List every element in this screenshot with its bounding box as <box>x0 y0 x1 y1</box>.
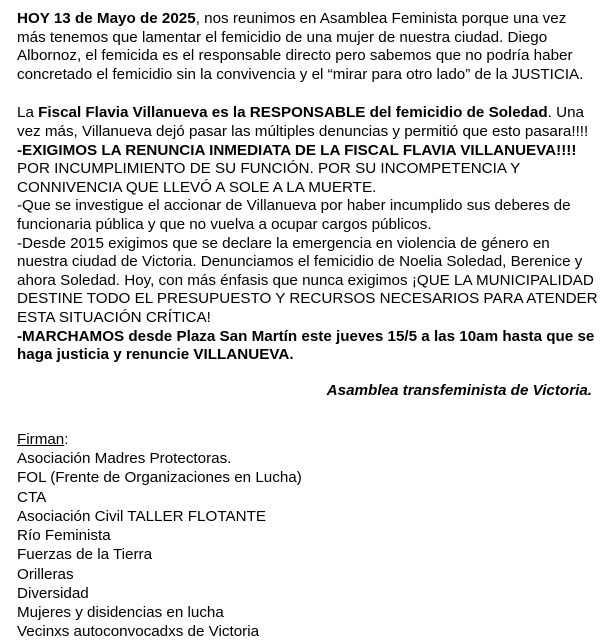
signers-list <box>17 449 598 641</box>
signer-item: FOL (Frente de Organizaciones en Lucha) <box>17 469 302 487</box>
signer-item: Diversidad <box>17 584 89 602</box>
date-text: HOY 13 de Mayo de 2025 <box>17 10 196 27</box>
signer-item: Fuerzas de la Tierra <box>17 546 153 564</box>
intro-text: , nos reunimos en Asamblea Feminista porque una vez más tenemos que lamentar el femicidio de una mujer de nuestra ciudad. Diego Albornoz, el femicida es el responsable directo pero sabemos que no podría haber concretado el femicidio sin la convivencia y el “mirar para otro lado” de la JUSTICIA. <box>17 10 584 83</box>
fiscal-responsible-text: Fiscal Flavia Villanueva es la RESPONSABLE del femicidio de Soledad <box>38 104 548 122</box>
fiscal-after-text: . Una vez más, Villanueva dejó pasar las múltiples denuncias y permitió que esto pasara!!!! <box>17 104 589 140</box>
investigate-text: -Que se investigue el accionar de Villanueva por haber incumplido sus deberes de funcionaria pública y que no vuelva a ocupar cargos públicos. <box>17 197 571 233</box>
march-text: -MARCHAMOS desde Plaza San Martín este jueves 15/5 a las 10am hasta que se haga justicia y renuncie VILLANUEVA. <box>17 327 595 364</box>
signers-heading <box>17 430 598 449</box>
emergency-text: -Desde 2015 exigimos que se declare la emergencia en violencia de género en nuestra ciudad de Victoria. Denunciamos el femicidio de Noelia Soledad, Berenice y ahora Soledad. Hoy, con más énfasis que nunca exigimos ¡QUE LA MUNICIPALIDAD DESTINE TODO EL PRESUPUESTO Y RECURSOS NECESARIOS PARA ATENDER ESTA SITUACIÓN CRÍTICA! <box>17 234 598 326</box>
demand-resignation-text: -EXIGIMOS LA RENUNCIA INMEDIATA DE LA FISCAL FLAVIA VILLANUEVA!!!! <box>17 141 577 159</box>
signer-item: Asociación Civil TALLER FLOTANTE <box>17 507 266 525</box>
signer-item: Río Feminista <box>17 527 111 545</box>
fiscal-intro-text: La <box>17 104 39 122</box>
signers-section <box>17 430 598 641</box>
signer-item: Asociación Madres Protectoras. <box>17 450 232 468</box>
paragraph-intro <box>17 10 598 84</box>
paragraph-demands <box>17 104 598 364</box>
signer-item: Orilleras <box>17 565 74 583</box>
demand-reason-text: POR INCUMPLIMIENTO DE SU FUNCIÓN. POR SU INCOMPETENCIA Y CONNIVENCIA QUE LLEVÓ A SOLE A LA MUERTE. <box>17 160 520 196</box>
signer-item: Mujeres y disidencias en lucha <box>17 603 224 621</box>
signature: Asamblea transfeminista de Victoria. <box>326 381 592 399</box>
signer-item: Vecinxs autoconvocadxs de Victoria <box>17 623 260 641</box>
signers-title: Firman <box>17 431 65 449</box>
signers-title-colon: : <box>64 431 69 449</box>
signer-item: CTA <box>17 488 47 506</box>
